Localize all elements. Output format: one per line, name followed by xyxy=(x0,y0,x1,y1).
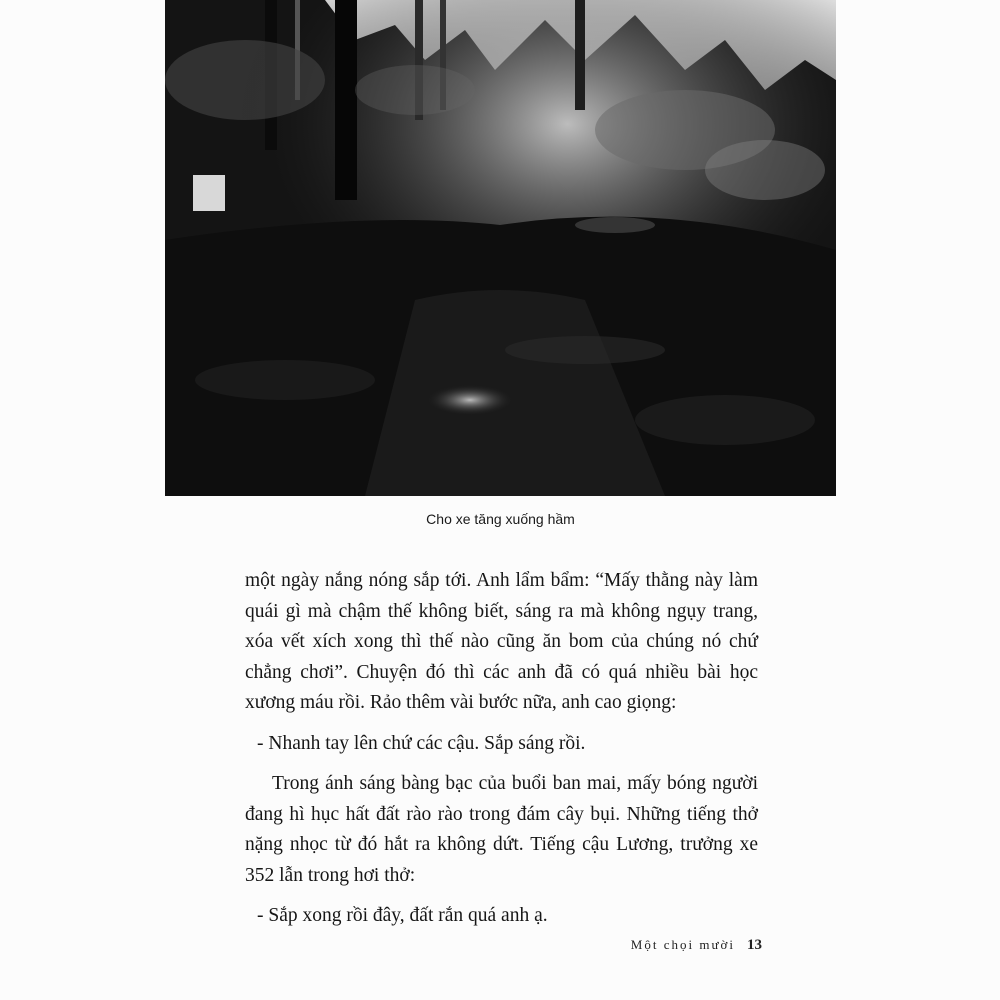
forest-photo xyxy=(165,0,836,496)
dialog-line-2: - Sắp xong rồi đây, đất rắn quá anh ạ. xyxy=(257,905,548,926)
page-footer xyxy=(631,936,762,954)
paragraph-2: Trong ánh sáng bàng bạc của buổi ban mai, mấy bóng người đang hì hục hất đất rào rào trong đám cây bụi. Những tiếng thở nặng nhọc từ đó hắt ra không dứt. Tiếng cậu Lương, trưởng xe 352 lẫn trong hơi thở: xyxy=(245,773,758,886)
body-text xyxy=(245,566,758,932)
photo-caption: Cho xe tăng xuống hầm xyxy=(426,511,575,527)
running-chapter-title: Một chọi mười xyxy=(630,937,735,952)
paragraph-1: một ngày nắng nóng sắp tới. Anh lẩm bẩm: “Mấy thằng này làm quái gì mà chậm thế không biết, sáng ra mà không ngụy trang, xóa vết xích xong thì thế nào cũng ăn bom của chúng nó chứ chẳng chơi”. Chuyện đó thì các anh đã có quá nhiều bài học xương máu rồi. Rảo thêm vài bước nữa, anh cao giọng: xyxy=(245,570,758,713)
dialog-line-1: - Nhanh tay lên chứ các cậu. Sắp sáng rồi. xyxy=(257,732,586,754)
page-number: 13 xyxy=(747,937,762,953)
